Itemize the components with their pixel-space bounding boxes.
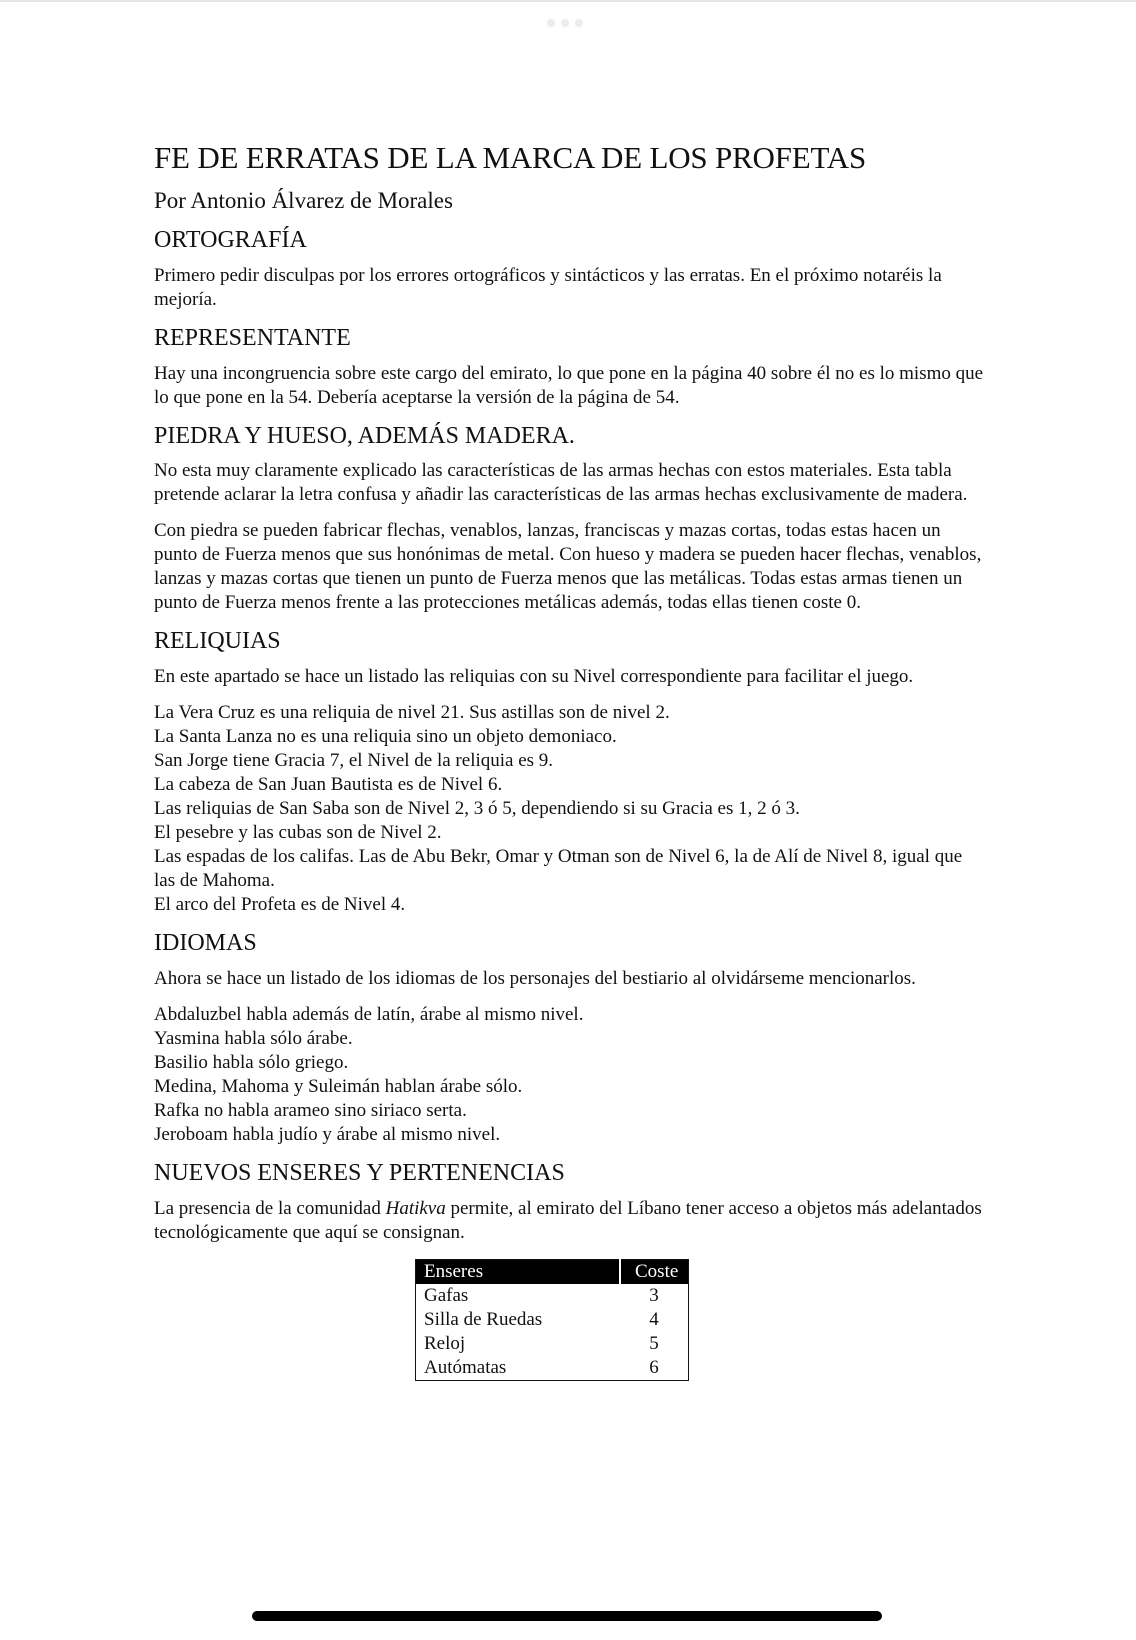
list-item: San Jorge tiene Gracia 7, el Nivel de la reliquia es 9. <box>154 750 554 772</box>
list-item: La cabeza de San Juan Bautista es de Nivel 6. <box>154 774 503 796</box>
section-heading-reliquias: RELIQUIAS <box>154 628 281 655</box>
section-heading-piedra: PIEDRA Y HUESO, ADEMÁS MADERA. <box>154 422 575 449</box>
paragraph: No esta muy claramente explicado las características de las armas hechas con estos materiales. Esta tabla pretende aclarar la letra confusa y añadir las características de las armas hechas exclusivamente de madera. <box>154 460 968 506</box>
section-heading-idiomas: IDIOMAS <box>154 930 257 957</box>
cell-enser: Autómatas <box>424 1357 507 1379</box>
list-item: Medina, Mahoma y Suleimán hablan árabe sólo. <box>154 1076 523 1098</box>
section-heading-representante: REPRESENTANTE <box>154 324 351 351</box>
list-item: Basilio habla sólo griego. <box>154 1052 349 1074</box>
home-indicator[interactable] <box>252 1611 882 1621</box>
cell-enser: Reloj <box>424 1333 466 1355</box>
table-row <box>416 1356 689 1381</box>
reliquias-list <box>154 701 984 917</box>
document-byline: Por Antonio Álvarez de Morales <box>154 188 453 214</box>
cell-coste: 5 <box>649 1333 659 1355</box>
paragraph: Hay una incongruencia sobre este cargo del emirato, lo que pone en la página 40 sobre él no es lo mismo que lo que pone en la 54. Debería aceptarse la versión de la página de 54. <box>154 362 984 408</box>
list-item: Las reliquias de San Saba son de Nivel 2, 3 ó 5, dependiendo si su Gracia es 1, 2 ó 3. <box>154 798 800 820</box>
document-title: FE DE ERRATAS DE LA MARCA DE LOS PROFETAS <box>154 140 866 175</box>
table-row <box>416 1308 689 1332</box>
column-header-enseres: Enseres <box>416 1259 621 1284</box>
column-header-coste: Coste <box>620 1259 689 1284</box>
section-heading-ortografia: ORTOGRAFÍA <box>154 227 307 254</box>
idiomas-list <box>154 1003 984 1147</box>
top-divider <box>0 0 1136 2</box>
list-item: Jeroboam habla judío y árabe al mismo nivel. <box>154 1124 501 1146</box>
dot <box>547 19 555 27</box>
enseres-table <box>415 1259 689 1381</box>
page-menu-dots-icon[interactable] <box>547 19 583 27</box>
list-item: El arco del Profeta es de Nivel 4. <box>154 894 406 916</box>
cell-enser: Gafas <box>424 1285 469 1307</box>
dot <box>561 19 569 27</box>
list-item: La Santa Lanza no es una reliquia sino un objeto demoniaco. <box>154 726 617 748</box>
section-heading-enseres: NUEVOS ENSERES Y PERTENENCIAS <box>154 1160 565 1187</box>
table-row <box>416 1332 689 1356</box>
paragraph: Primero pedir disculpas por los errores ortográficos y sintácticos y las erratas. En el próximo notaréis la mejoría. <box>154 264 942 310</box>
list-item: El pesebre y las cubas son de Nivel 2. <box>154 822 442 844</box>
cell-coste: 6 <box>649 1357 659 1379</box>
list-item: Las espadas de los califas. Las de Abu Bekr, Omar y Otman son de Nivel 6, la de Alí de Nivel 8, igual que las de Mahoma. <box>154 846 963 892</box>
cell-enser: Silla de Ruedas <box>424 1309 543 1331</box>
cell-coste: 3 <box>649 1285 659 1307</box>
document-page <box>154 139 984 1381</box>
list-item: La Vera Cruz es una reliquia de nivel 21. Sus astillas son de nivel 2. <box>154 702 670 724</box>
paragraph: Con piedra se pueden fabricar flechas, venablos, lanzas, franciscas y mazas cortas, todas estas hacen un punto de Fuerza menos que sus honónimas de metal. Con hueso y madera se pueden hacer flechas, venablos, lanzas y mazas cortas que tienen un punto de Fuerza menos que las metálicas. Todas estas armas tienen un punto de Fuerza menos frente a las protecciones metálicas además, todas ellas tienen coste 0. <box>154 520 982 614</box>
text: permite, al emirato del Líbano tener acceso a objetos más adelantados tecnológicamente que aquí se consignan. <box>154 1197 982 1243</box>
emphasis: Hatikva <box>385 1197 446 1219</box>
table-header-row <box>416 1259 689 1284</box>
table-row <box>416 1284 689 1308</box>
paragraph: En este apartado se hace un listado las reliquias con su Nivel correspondiente para facilitar el juego. <box>154 666 914 688</box>
paragraph <box>154 1197 984 1245</box>
dot <box>575 19 583 27</box>
text: La presencia de la comunidad <box>154 1197 386 1219</box>
paragraph: Ahora se hace un listado de los idiomas de los personajes del bestiario al olvidárseme mencionarlos. <box>154 968 916 990</box>
list-item: Abdaluzbel habla además de latín, árabe al mismo nivel. <box>154 1004 584 1026</box>
list-item: Rafka no habla arameo sino siriaco serta. <box>154 1100 467 1122</box>
cell-coste: 4 <box>649 1309 659 1331</box>
list-item: Yasmina habla sólo árabe. <box>154 1028 353 1050</box>
